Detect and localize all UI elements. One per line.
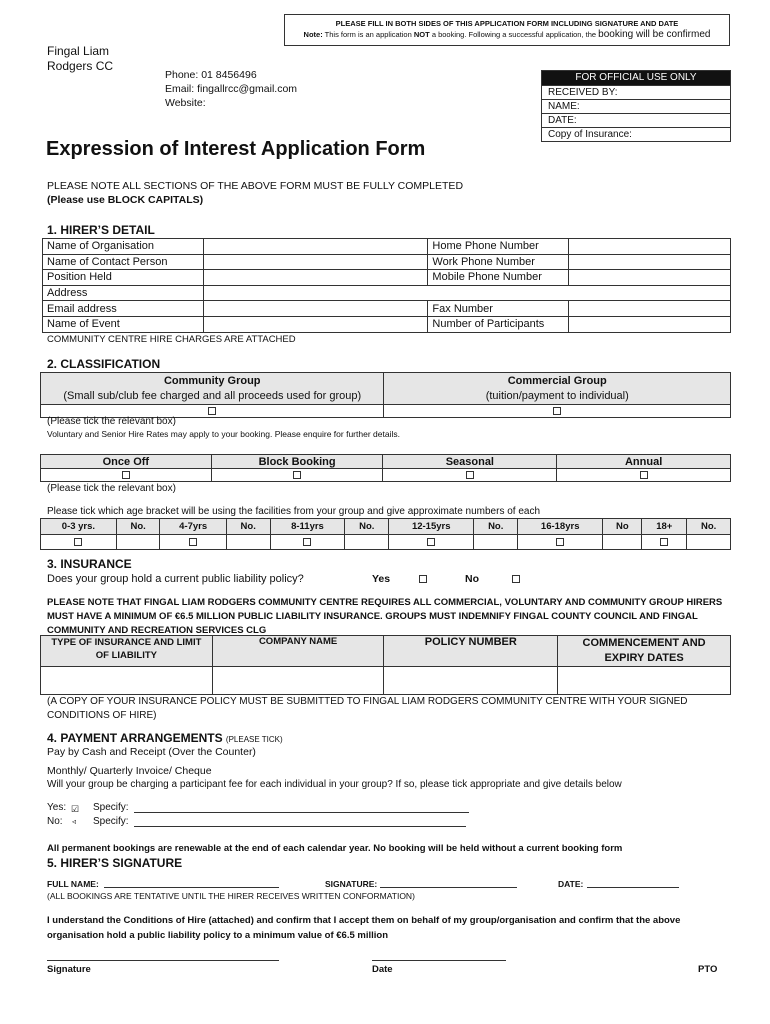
tick-note-2: (Please tick the relevant box) [47, 483, 176, 494]
age-bracket-intro: Please tick which age bracket will be using the facilities from your group and give approximate numbers of each [47, 506, 541, 517]
event-name-field[interactable] [203, 316, 428, 332]
hirer-label: Number of Participants [428, 316, 569, 332]
fee-no-specify-label: Specify: [93, 816, 129, 827]
age-header: 4-7yrs [160, 519, 226, 535]
liability-yes-label: Yes [372, 573, 391, 585]
table-row [43, 254, 731, 270]
email-field[interactable] [203, 301, 428, 317]
company-name-header: COMPANY NAME [212, 636, 384, 667]
fee-no-specify-line[interactable] [134, 815, 466, 827]
table-row [41, 455, 731, 469]
cash-option: Pay by Cash and Receipt (Over the Counter) [47, 746, 256, 758]
organisation-name: Fingal Liam Rodgers CC [47, 44, 114, 73]
fee-no-checkbox[interactable]: ◃ [72, 817, 77, 826]
hirer-label: Home Phone Number [428, 239, 569, 255]
age-header: 18+ [642, 519, 687, 535]
age-tick-cell [160, 534, 226, 550]
policy-number-header: POLICY NUMBER [384, 636, 558, 667]
insurance-requirement-note: PLEASE NOTE THAT FINGAL LIAM RODGERS COMMUNITY CENTRE REQUIRES ALL COMMERCIAL, VOLUNTARY AND COMMUNITY GROUP HIRERS MUST HAVE A MINIMUM OF €6.5 MILLION PUBLIC LIABILITY INSURANCE. GROUPS MUST INDEMNIFY FINGAL COUNTY COUNCIL AND FINGAL COMMUNITY AND RECREATION SERVICES CLG [47, 597, 723, 636]
table-row [43, 316, 731, 332]
fee-yes-specify-label: Specify: [93, 802, 129, 813]
fee-yes-label: Yes: [47, 802, 67, 813]
insurance-table [40, 635, 731, 695]
note-not: NOT [413, 30, 430, 39]
participants-field[interactable] [569, 316, 731, 332]
age-tick-cell [41, 534, 117, 550]
classification-table [40, 372, 731, 418]
position-field[interactable] [203, 270, 428, 286]
insurance-copy-note: (A COPY OF YOUR INSURANCE POLICY MUST BE SUBMITTED TO FINGAL LIAM RODGERS COMMUNITY CENTRE WITH YOUR SIGNED CONDITIONS OF HIRE) [47, 696, 688, 721]
invoice-option: Monthly/ Quarterly Invoice/ Cheque [47, 765, 212, 777]
section-3-heading: 3. INSURANCE [47, 557, 132, 571]
hirer-label: Mobile Phone Number [428, 270, 569, 286]
official-date[interactable]: DATE: [542, 113, 730, 127]
age-18-plus-number[interactable] [687, 534, 731, 550]
hirer-label: Name of Organisation [43, 239, 204, 255]
block-booking-cell [211, 469, 383, 482]
age-18-plus-checkbox[interactable] [660, 538, 668, 546]
policy-number-field[interactable] [384, 667, 558, 695]
note-text-a: This form is an application [324, 30, 412, 39]
liability-no-checkbox[interactable] [512, 575, 520, 583]
insurance-type-header: TYPE OF INSURANCE AND LIMIT OF LIABILITY [41, 636, 213, 667]
table-row [41, 667, 731, 695]
booking-type-table [40, 454, 731, 482]
official-received-by[interactable]: RECEIVED BY: [542, 85, 730, 99]
age-header: 0-3 yrs. [41, 519, 117, 535]
signature-field-label: SIGNATURE: [325, 879, 378, 889]
age-header: 8-11yrs [270, 519, 345, 535]
phone: Phone: 01 8456496 [165, 69, 257, 81]
fee-no-label: No: [47, 816, 63, 827]
section-4-title: 4. PAYMENT ARRANGEMENTS [47, 731, 223, 745]
full-name-line[interactable] [104, 877, 279, 888]
age-header: 12-15yrs [389, 519, 474, 535]
official-name[interactable]: NAME: [542, 99, 730, 113]
commercial-group-cell [384, 373, 731, 405]
company-name-field[interactable] [212, 667, 384, 695]
email: Email: fingallrcc@gmail.com [165, 83, 298, 95]
signature-label: Signature [47, 964, 91, 975]
age-12-15-number[interactable] [474, 534, 518, 550]
seasonal-cell [383, 469, 557, 482]
full-name-label: FULL NAME: [47, 879, 99, 889]
annual-checkbox[interactable] [640, 471, 648, 479]
date-field-label: DATE: [558, 879, 584, 889]
home-phone-field[interactable] [569, 239, 731, 255]
table-row [43, 301, 731, 317]
official-use-box [541, 70, 731, 142]
table-row [41, 469, 731, 482]
organisation-field[interactable] [203, 239, 428, 255]
hirer-label: Fax Number [428, 301, 569, 317]
once-off-checkbox[interactable] [122, 471, 130, 479]
work-phone-field[interactable] [569, 254, 731, 270]
booking-type-header: Once Off [41, 455, 212, 469]
age-header: No [603, 519, 642, 535]
hirer-label: Name of Event [43, 316, 204, 332]
date-line[interactable] [587, 877, 679, 888]
age-header: No. [474, 519, 518, 535]
hirer-label: Email address [43, 301, 204, 317]
tick-note: (Please tick the relevant box) [47, 416, 176, 427]
table-row [41, 636, 731, 667]
seasonal-checkbox[interactable] [466, 471, 474, 479]
age-tick-cell [270, 534, 345, 550]
booking-type-header: Block Booking [211, 455, 383, 469]
booking-type-header: Annual [557, 455, 731, 469]
declaration: I understand the Conditions of Hire (attached) and confirm that I accept them on behalf of my group/organisation and confirm that the above organisation hold a public liability policy to a minimum value of €6.5 million [47, 915, 681, 941]
hirer-label: Work Phone Number [428, 254, 569, 270]
age-8-11-checkbox[interactable] [303, 538, 311, 546]
age-header: 16-18yrs [518, 519, 603, 535]
community-group-sub: (Small sub/club fee charged and all proceeds used for group) [63, 389, 362, 402]
annual-cell [557, 469, 731, 482]
section-4-heading [47, 731, 283, 745]
notice-line-2 [285, 29, 729, 40]
hire-charges-note: COMMUNITY CENTRE HIRE CHARGES ARE ATTACHED [47, 334, 296, 345]
community-group-title: Community Group [163, 374, 261, 387]
community-group-cell [41, 373, 384, 405]
age-tick-cell [518, 534, 603, 550]
hirer-details-table [42, 238, 731, 333]
participant-fee-question: Will your group be charging a participant fee for each individual in your group? If so, please tick appropriate and give details below [47, 779, 622, 790]
form-title: Expression of Interest Application Form [46, 138, 426, 160]
completion-note: PLEASE NOTE ALL SECTIONS OF THE ABOVE FORM MUST BE FULLY COMPLETED [47, 180, 464, 192]
table-row [41, 534, 731, 550]
age-header: No. [116, 519, 160, 535]
age-tick-cell [389, 534, 474, 550]
section-4-suffix: (PLEASE TICK) [225, 735, 283, 744]
signature-line[interactable] [380, 877, 517, 888]
block-capitals-note: (Please use BLOCK CAPITALS) [47, 194, 204, 206]
liability-question: Does your group hold a current public liability policy? [47, 573, 304, 585]
tentative-note: (ALL BOOKINGS ARE TENTATIVE UNTIL THE HIRER RECEIVES WRITTEN CONFORMATION) [47, 891, 415, 901]
age-12-15-checkbox[interactable] [427, 538, 435, 546]
note-text-b: a booking. Following a successful application, the [431, 30, 597, 39]
commercial-tick-cell [384, 405, 731, 418]
commencement-expiry-header: COMMENCEMENT AND EXPIRY DATES [558, 636, 731, 667]
age-16-18-checkbox[interactable] [556, 538, 564, 546]
hirer-label: Position Held [43, 270, 204, 286]
note-label: Note: [303, 30, 323, 39]
age-4-7-number[interactable] [226, 534, 270, 550]
commercial-group-sub: (tuition/payment to individual) [485, 389, 629, 402]
table-row [41, 373, 731, 405]
age-header: No. [687, 519, 731, 535]
date-label: Date [372, 964, 393, 975]
age-0-3-checkbox[interactable] [74, 538, 82, 546]
contact-block [165, 68, 297, 110]
section-2-heading: 2. CLASSIFICATION [47, 357, 161, 371]
liability-no-label: No [465, 573, 479, 585]
table-row [43, 239, 731, 255]
table-row [41, 519, 731, 535]
section-5-heading: 5. HIRER’S SIGNATURE [47, 856, 183, 870]
renewal-note: All permanent bookings are renewable at the end of each calendar year. No booking will be held without a current booking form [47, 843, 623, 854]
insurance-type-field[interactable] [41, 667, 213, 695]
official-use-heading: FOR OFFICIAL USE ONLY [542, 71, 730, 85]
hirer-label: Address [43, 285, 204, 301]
age-header: No. [226, 519, 270, 535]
notice-line-1: PLEASE FILL IN BOTH SIDES OF THIS APPLICATION FORM INCLUDING SIGNATURE AND DATE [335, 19, 679, 28]
fill-both-sides-notice [284, 14, 730, 46]
address-field[interactable] [203, 285, 730, 301]
age-0-3-number[interactable] [116, 534, 160, 550]
fee-yes-checkbox[interactable]: ☑ [71, 804, 80, 814]
booking-type-header: Seasonal [383, 455, 557, 469]
official-copy-insurance[interactable]: Copy of Insurance: [542, 127, 730, 141]
table-row [43, 270, 731, 286]
age-8-11-number[interactable] [345, 534, 389, 550]
commercial-group-title: Commercial Group [507, 374, 607, 387]
contact-person-field[interactable] [203, 254, 428, 270]
liability-yes-checkbox[interactable] [419, 575, 427, 583]
age-bracket-table [40, 518, 731, 550]
date-bottom-line[interactable] [372, 951, 506, 961]
mobile-phone-field[interactable] [569, 270, 731, 286]
commercial-checkbox[interactable] [553, 407, 561, 415]
fee-yes-specify-line[interactable] [134, 801, 469, 813]
age-header: No. [345, 519, 389, 535]
age-tick-cell [642, 534, 687, 550]
hirer-label: Name of Contact Person [43, 254, 204, 270]
expiry-dates-field[interactable] [558, 667, 731, 695]
age-16-18-number[interactable] [603, 534, 642, 550]
block-booking-checkbox[interactable] [293, 471, 301, 479]
note-text-c: booking will be confirmed [598, 29, 711, 40]
voluntary-rates-note: Voluntary and Senior Hire Rates may apply to your booking. Please enquire for further details. [47, 429, 400, 439]
age-4-7-checkbox[interactable] [189, 538, 197, 546]
pto-label: PTO [698, 964, 718, 975]
section-1-heading: 1. HIRER’S DETAIL [47, 223, 155, 237]
once-off-cell [41, 469, 212, 482]
fax-field[interactable] [569, 301, 731, 317]
website: Website: [165, 97, 206, 109]
signature-bottom-line[interactable] [47, 951, 279, 961]
table-row [43, 285, 731, 301]
community-checkbox[interactable] [208, 407, 216, 415]
